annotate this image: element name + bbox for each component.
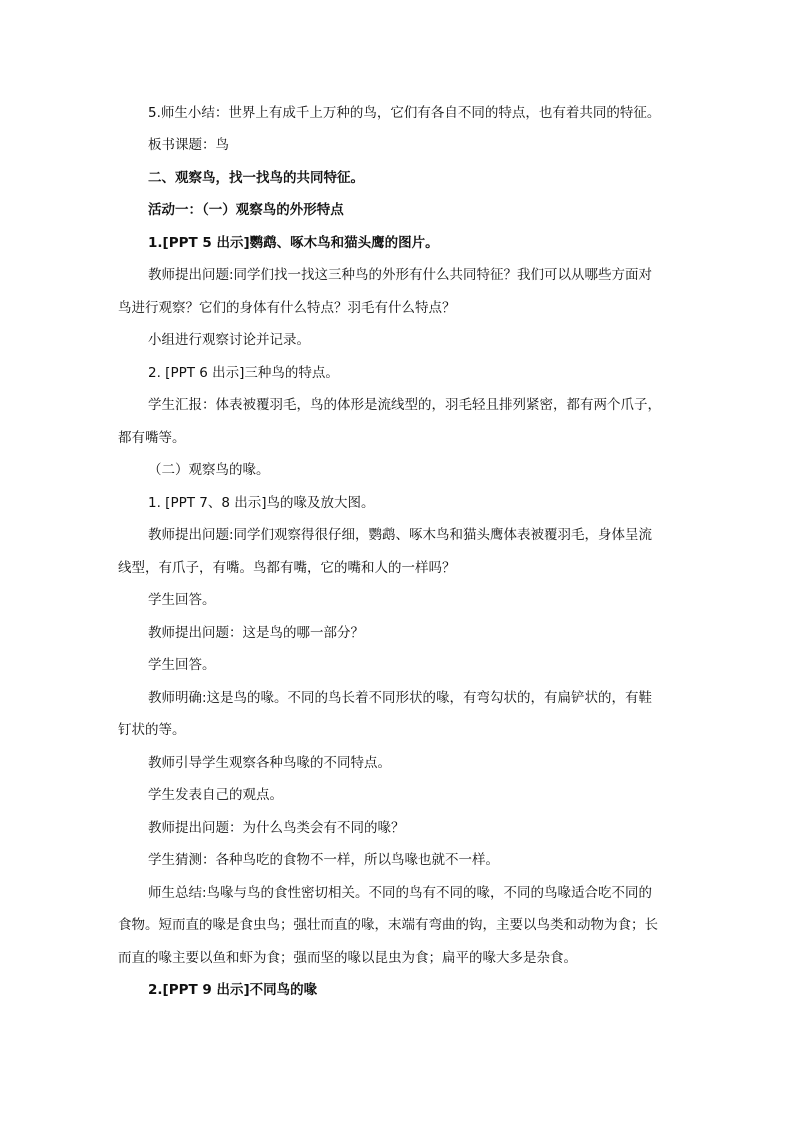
board-title-line: 板书课题：鸟 <box>148 137 229 153</box>
teacher-question4: 教师提出问题：为什么鸟类会有不同的喙？ <box>148 820 405 836</box>
subsection-beak-heading: （二）观察鸟的喙。 <box>148 462 270 478</box>
step-ppt9: 2.[PPT 9 出示]不同鸟的喙 <box>148 982 318 998</box>
group-discussion-line: 小组进行观察讨论并记录。 <box>148 332 310 348</box>
section-heading: 二、观察鸟，找一找鸟的共同特征。 <box>148 170 364 186</box>
teacher-question3: 教师提出问题：这是鸟的哪一部分？ <box>148 625 364 641</box>
student-answer-1: 学生回答。 <box>148 592 216 608</box>
teacher-guide-line: 教师引导学生观察各种鸟喙的不同特点。 <box>148 755 391 771</box>
teacher-clarify-line-1: 教师明确:这是鸟的喙。不同的鸟长着不同形状的喙，有弯勾状的，有扁铲状的，有鞋 <box>148 690 653 706</box>
summary-line: 5.师生小结：世界上有成千上万种的鸟，它们有各自不同的特点，也有着共同的特征。 <box>148 105 661 121</box>
student-answer-2: 学生回答。 <box>148 657 216 673</box>
activity-heading: 活动一：（一）观察鸟的外形特点 <box>148 202 344 218</box>
teacher-question2-line-1: 教师提出问题:同学们观察得很仔细，鹦鹉、啄木鸟和猫头鹰体表被覆羽毛，身体呈流 <box>148 527 653 543</box>
student-guess-line: 学生猜测：各种鸟吃的食物不一样，所以鸟喙也就不一样。 <box>148 852 499 868</box>
student-report-line-2: 都有嘴等。 <box>118 430 186 446</box>
student-report-line-1: 学生汇报：体表被覆羽毛，鸟的体形是流线型的，羽毛轻且排列紧密，都有两个爪子， <box>148 397 661 413</box>
summary2-line-3: 而直的喙主要以鱼和虾为食；强而坚的喙以昆虫为食；扁平的喙大多是杂食。 <box>118 950 577 966</box>
teacher-question2-line-2: 线型，有爪子，有嘴。鸟都有嘴，它的嘴和人的一样吗？ <box>118 560 456 576</box>
summary2-line-2: 食物。短而直的喙是食虫鸟；强壮而直的喙，末端有弯曲的钩，主要以鸟类和动物为食；长 <box>118 917 658 933</box>
teacher-question-line-1: 教师提出问题:同学们找一找这三种鸟的外形有什么共同特征？我们可以从哪些方面对 <box>148 267 653 283</box>
summary2-line-1: 师生总结:鸟喙与鸟的食性密切相关。不同的鸟有不同的喙，不同的鸟喙适合吃不同的 <box>148 885 653 901</box>
student-opinion-line: 学生发表自己的观点。 <box>148 787 283 803</box>
teacher-clarify-line-2: 钉状的等。 <box>118 722 186 738</box>
step-ppt5: 1.[PPT 5 出示]鹦鹉、啄木鸟和猫头鹰的图片。 <box>148 235 439 251</box>
step-ppt7-8: 1. [PPT 7、8 出示]鸟的喙及放大图。 <box>148 495 375 511</box>
teacher-question-line-2: 鸟进行观察？它们的身体有什么特点？羽毛有什么特点？ <box>118 300 456 316</box>
step-ppt6: 2. [PPT 6 出示]三种鸟的特点。 <box>148 365 339 381</box>
